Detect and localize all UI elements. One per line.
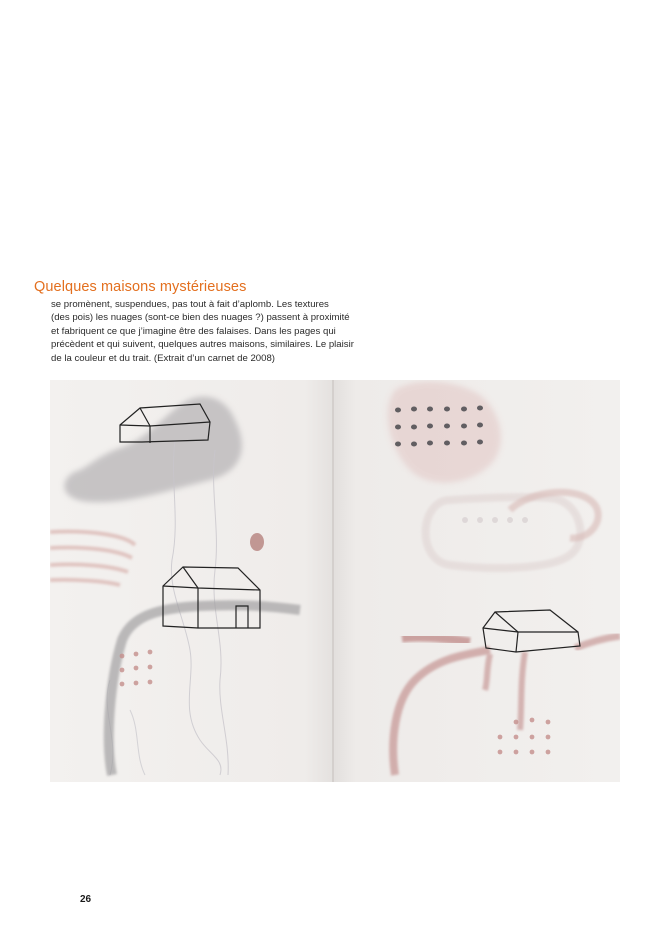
section-heading: Quelques maisons mystérieuses — [34, 279, 247, 295]
paragraph-line: (des pois) les nuages (sont-ce bien des nuages ?) passent à proximité — [51, 312, 350, 324]
sketchbook-drawing — [50, 380, 620, 782]
red-dot — [250, 533, 264, 551]
page-number: 26 — [80, 894, 92, 905]
rose-stroke-top — [402, 637, 470, 642]
sketchbook-illustration — [50, 380, 620, 782]
paragraph-line: se promènent, suspendues, pas tout à fait d’aplomb. Les textures — [51, 299, 329, 310]
paragraph-line: précèdent et qui suivent, quelques autres maisons, similaires. Le plaisir — [51, 339, 354, 351]
paragraph-line: de la couleur et du trait. (Extrait d’un carnet de 2008) — [51, 352, 275, 364]
description-paragraph — [51, 298, 381, 365]
paragraph-line: et fabriquent ce que j’imagine être des falaises. Dans les pages qui — [51, 325, 336, 337]
